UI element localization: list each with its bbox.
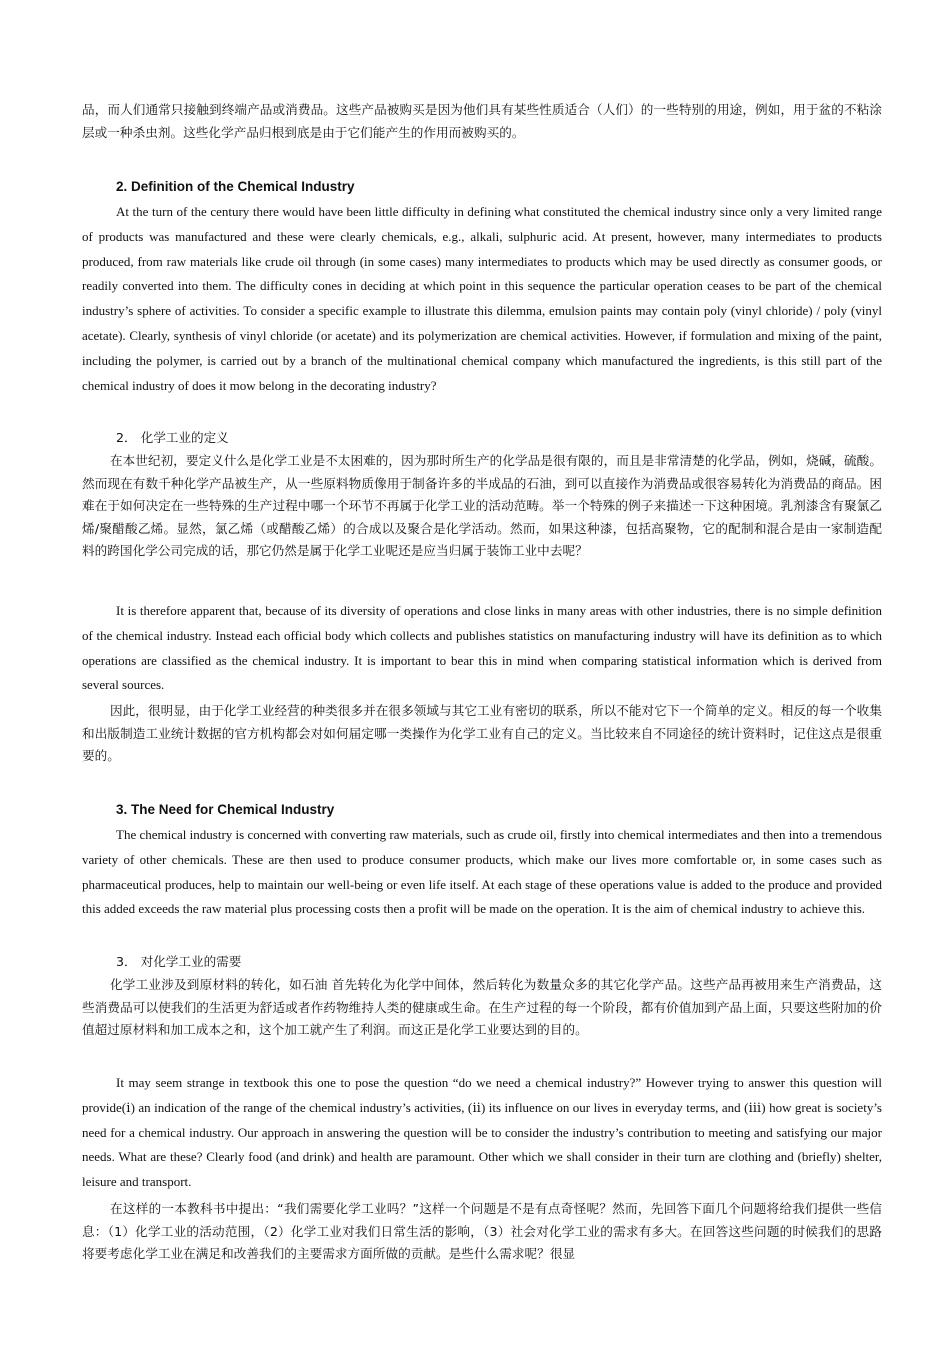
paragraph-zh-continuation: 品，而人们通常只接触到终端产品或消费品。这些产品被购买是因为他们具有某些性质适合（人们）的一些特别的用途，例如，用于盆的不粘涂层或一种杀虫剂。这些化学产品归根到底是由于它们能产生的作用而被购买的。 (82, 102, 882, 140)
section-3-paragraph-2-zh: 在这样的一本教科书中提出：“我们需要化学工业吗？”这样一个问题是不是有点奇怪呢？然而，先回答下面几个问题将给我们提供一些信息：（1）化学工业的活动范围，（2）化学工业对我们日常生活的影响，（3）社会对化学工业的需求有多大。在回答这些问题的时候我们的思路将要考虑化学工业在满足和改善我们的主要需求方面所做的贡献。是些什么需求呢？很显 (82, 1201, 882, 1262)
section-2-heading-zh: 2． 化学工业的定义 (116, 430, 229, 445)
section-3-paragraph-zh: 化学工业涉及到原材料的转化，如石油 首先转化为化学中间体，然后转化为数量众多的其它化学产品。这些产品再被用来生产消费品，这些消费品可以使我们的生活更为舒适或者作药物维持人类的健康或生命。在生产过程的每一个阶段，都有价值加到产品上面，只要这些附加的价值超过原材料和加工成本之和，这个加工就产生了利润。而这正是化学工业要达到的目的。 (82, 977, 882, 1038)
section-2-paragraph-2-zh: 因此，很明显，由于化学工业经营的种类很多并在很多领域与其它工业有密切的联系，所以不能对它下一个简单的定义。相反的每一个收集和出版制造工业统计数据的官方机构都会对如何届定哪一类操作为化学工业有自己的定义。当比较来自不同途径的统计资料时，记住这点是很重要的。 (82, 703, 882, 764)
section-2-paragraph-2-en: It is therefore apparent that, because of its diversity of operations and close links in many areas with other industries, there is no simple definition of the chemical industry. Instead each official body which collects and publishes statistics on manufacturing industry will have its definition as to which operations are classified as the chemical industry. It is important to bear this in mind when comparing statistical information which is derived from several sources. (82, 603, 882, 693)
section-2-paragraph-zh: 在本世纪初，要定义什么是化学工业是不太困难的，因为那时所生产的化学品是很有限的，而且是非常清楚的化学品，例如，烧碱，硫酸。然而现在有数千种化学产品被生产，从一些原料物质像用于制备许多的半成品的石油，到可以直接作为消费品或很容易转化为消费品的商品。困难在于如何决定在一些特殊的生产过程中哪一个环节不再属于化学工业的活动范畴。举一个特殊的例子来描述一下这种困境。乳剂漆含有聚氯乙烯/聚醋酸乙烯。显然，氯乙烯（或醋酸乙烯）的合成以及聚合是化学活动。然而，如果这种漆，包括高聚物，它的配制和混合是由一家制造配料的跨国化学公司完成的话，那它仍然是属于化学工业呢还是应当归属于装饰工业中去呢？ (82, 453, 882, 559)
section-2-heading: 2. Definition of the Chemical Industry (116, 179, 355, 194)
section-3-paragraph-en: The chemical industry is concerned with converting raw materials, such as crude oil, firstly into chemical intermediates and then into a tremendous variety of other chemicals. These are then used to produce consumer products, which make our lives more comfortable or, in some cases such as pharmaceutical produces, help to maintain our well-being or even life itself. At each stage of these operations value is added to the produce and provided this added exceeds the raw material plus processing costs then a profit will be made on the operation. It is the aim of chemical industry to achieve this. (82, 827, 882, 917)
section-3-heading-zh: 3． 对化学工业的需要 (116, 954, 242, 969)
section-2-paragraph-en: At the turn of the century there would have been little difficulty in defining what constituted the chemical industry since only a very limited range of products was manufactured and these were clearly chemicals, e.g., alkali, sulphuric acid. At present, however, many intermediates to products produced, from raw materials like crude oil through (in some cases) many intermediates to products which may be used directly as consumer goods, or readily converted into them. The difficulty cones in deciding at which point in this sequence the particular operation ceases to be part of the chemical industry’s sphere of activities. To consider a specific example to illustrate this dilemma, emulsion paints may contain poly (vinyl chloride) / poly (vinyl acetate). Clearly, synthesis of vinyl chloride (or acetate) and its polymerization are chemical activities. However, if formulation and mixing of the paint, including the polymer, is carried out by a branch of the multinational chemical company which manufactured the ingredients, is this still part of the chemical industry of does it mow belong in the decorating industry? (82, 204, 882, 393)
section-3-heading: 3. The Need for Chemical Industry (116, 802, 335, 817)
section-3-paragraph-2-en: It may seem strange in textbook this one to pose the question “do we need a chemical industry?” However trying to answer this question will provide(ⅰ) an indication of the range of the chemical industry’s activities, (ⅱ) its influence on our lives in everyday terms, and (ⅲ) how great is society’s need for a chemical industry. Our approach in answering the question will be to consider the industry’s contribution to meeting and satisfying our major needs. What are these? Clearly food (and drink) and health are paramount. Other which we shall consider in their turn are clothing and (briefly) shelter, leisure and transport. (82, 1075, 882, 1190)
